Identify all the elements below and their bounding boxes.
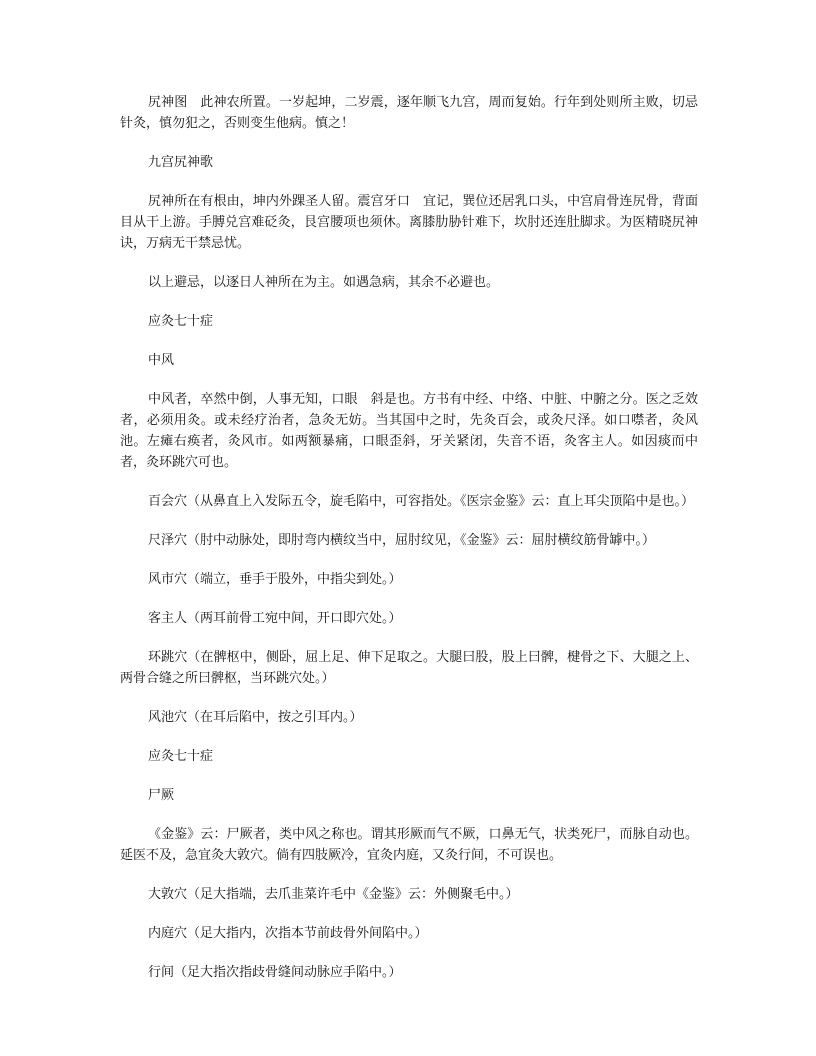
heading-zhongfeng: 中风: [148, 353, 175, 368]
paragraph-huantiao-point: 环跳穴（在髀枢中，侧卧，屈上足、伸下足取之。大腿曰股，股上曰髀，楗骨之下、大腿之上、两骨合缝之所曰髀枢，当环跳穴处。）: [120, 650, 698, 686]
document-body: [120, 92, 698, 1001]
heading-jiugong-kaoshen-song: 九宫尻神歌: [148, 155, 214, 170]
paragraph-song-verse: 尻神所在有根由，坤内外踝圣人留。震宫牙口 宜记，巽位还居乳口头，中宫肩骨连尻骨，背面目从干上游。手膊兑宫难砭灸，艮宫腰项也须休。离膝肋胁针难下，坎肘还连肚脚求。为医精晓尻神诀，万病无干禁忌忧。: [120, 194, 698, 251]
paragraph-zhongfeng-description: 中风者，卒然中倒，人事无知，口眼 斜是也。方书有中经、中络、中脏、中腑之分。医之乏效者，必须用灸。或未经疗治者，急灸无妨。当其国中之时，先灸百会，或灸尺泽。如口噤者，灸风池。左瘫右痪者，灸风市。如两额暴痛，口眼歪斜，牙关紧闭，失音不语，灸客主人。如因痰而中者，灸环跳穴可也。: [120, 392, 698, 470]
paragraph-avoidance-note: 以上避忌，以逐日人神所在为主。如遇急病，其余不必避也。: [148, 275, 500, 290]
paragraph-baihui-point: 百会穴（从鼻直上入发际五令，旋毛陷中，可容指处。《医宗金鉴》云：直上耳尖顶陷中是也。）: [148, 494, 695, 509]
heading-seventy-symptoms-2: 应灸七十症: [148, 749, 214, 764]
heading-seventy-symptoms-1: 应灸七十症: [148, 314, 214, 329]
heading-shijue: 尸厥: [148, 788, 175, 803]
paragraph-xingjian-point: 行间（足大指次指歧骨缝间动脉应手陷中。）: [148, 965, 402, 980]
paragraph-chize-point: 尺泽穴（肘中动脉处，即肘弯内横纹当中，屈肘纹见，《金鉴》云：屈肘横纹筋骨罅中。）: [148, 533, 656, 548]
paragraph-dadun-point: 大敦穴（足大指端，去爪韭菜许毛中《金鉴》云：外侧聚毛中。）: [148, 887, 519, 902]
paragraph-shijue-description: 《金鉴》云：尸厥者，类中风之称也。谓其形厥而气不厥，口鼻无气，状类死尸，而脉自动也。延医不及，急宜灸大敦穴。倘有四肢厥冷，宜灸内庭，又灸行间，不可误也。: [120, 827, 698, 863]
paragraph-neiting-point: 内庭穴（足大指内，次指本节前歧骨外间陷中。）: [148, 926, 428, 941]
paragraph-fengshi-point: 风市穴（端立，垂手于股外，中指尖到处。）: [148, 572, 402, 587]
paragraph-intro-kaoshen: 尻神图 此神农所置。一岁起坤，二岁震，逐年顺飞九宫，周而复始。行年到处则所主败，切忌针灸，慎勿犯之，否则变生他病。慎之！: [120, 95, 698, 131]
paragraph-kezhuren-point: 客主人（两耳前骨工宛中间，开口即穴处。）: [148, 611, 402, 626]
paragraph-fengchi-point: 风池穴（在耳后陷中，按之引耳内。）: [148, 710, 363, 725]
